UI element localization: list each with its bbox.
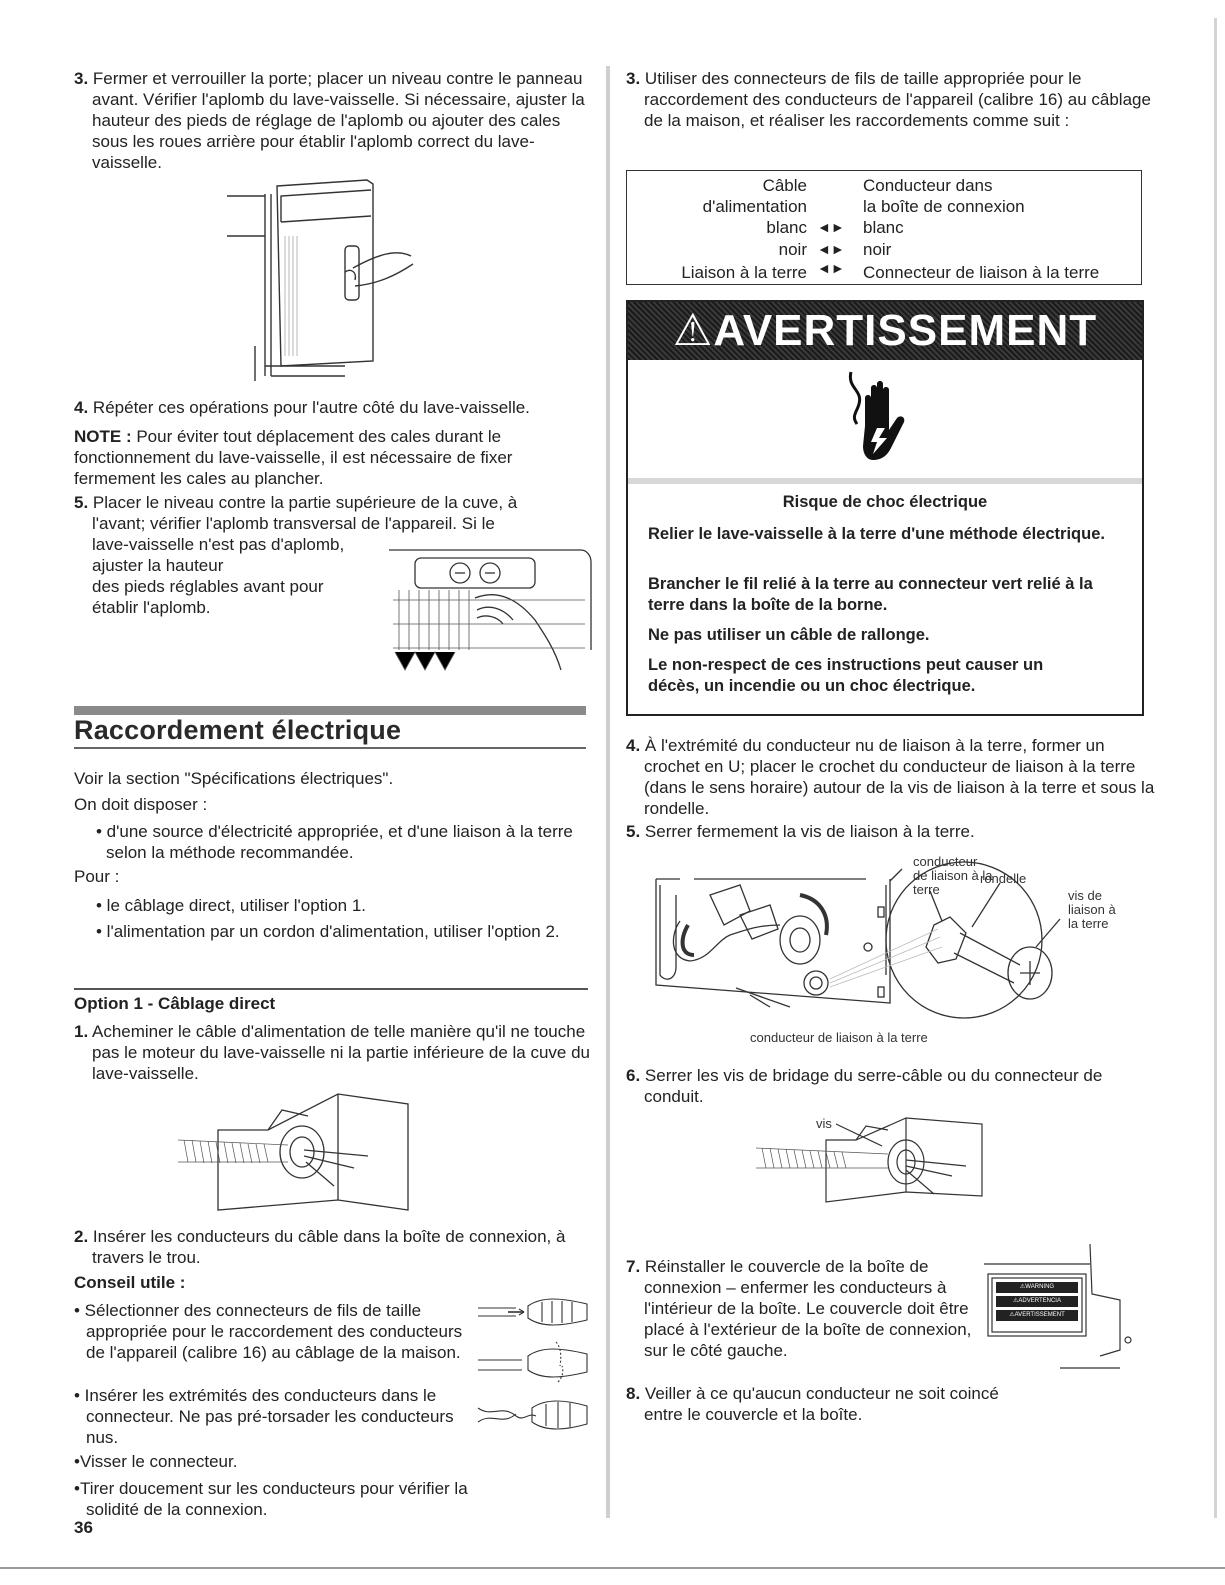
tip-title: Conseil utile :	[74, 1273, 186, 1292]
cable-box-figure	[178, 1090, 418, 1220]
wiring-table	[626, 170, 1142, 285]
left-step-3	[74, 68, 592, 173]
step-text: Réinstaller le couvercle de la boîte de connexion – enfermer les conducteurs à l'intérieur de la boîte. Le couvercle doit être placé à l'extérieur de la boîte de connexion, sur le côté gauche.	[644, 1257, 972, 1360]
intro-line-1: Voir la section "Spécifications électriques".	[74, 769, 394, 788]
option-step-1	[74, 1021, 602, 1084]
double-arrow-icon: ◄►	[817, 260, 845, 276]
page-number: 36	[74, 1518, 93, 1537]
right-step-6	[626, 1065, 1164, 1107]
warning-header: ⚠AVERTISSEMENT	[628, 302, 1142, 360]
option-title: Option 1 - Câblage direct	[74, 994, 276, 1013]
column-divider	[606, 66, 610, 1518]
rack-level-figure	[385, 540, 595, 680]
step-text: Répéter ces opérations pour l'autre côté du lave-vaisselle.	[92, 398, 530, 417]
note-label: NOTE :	[74, 427, 132, 446]
table-row-right: noir	[863, 240, 892, 259]
table-row-left: Liaison à la terre	[681, 263, 807, 282]
bullet-source: • d'une source d'électricité appropriée, et d'une liaison à la terre selon la méthode recommandée.	[96, 822, 573, 862]
step-number: 5.	[626, 822, 641, 841]
step-text: Insérer les conducteurs du câble dans la boîte de connexion, à travers le trou.	[92, 1227, 566, 1267]
right-step-3	[626, 68, 1164, 131]
step-text: Veiller à ce qu'aucun conducteur ne soit coincé entre le couvercle et la boîte.	[644, 1384, 999, 1424]
step-number: 3.	[626, 69, 641, 88]
warning-paragraph-2: Brancher le fil relié à la terre au connecteur vert relié à la terre dans la boîte de la borne.	[648, 575, 1093, 614]
step-text-line: des pieds réglables avant pour	[92, 577, 324, 596]
warning-title: Risque de choc électrique	[782, 493, 988, 511]
clamp-screw-figure	[756, 1110, 996, 1230]
electric-shock-hand-icon	[843, 368, 913, 468]
fig-label-rondelle: rondelle	[980, 871, 1027, 886]
step-number: 1.	[74, 1022, 89, 1041]
step-text-line: Placer le niveau contre la partie supérieure de la cuve, à	[92, 493, 518, 512]
step-text: Serrer fermement la vis de liaison à la terre.	[644, 822, 975, 841]
fig-label-line: vis de	[1068, 888, 1102, 903]
left-step-4	[74, 397, 612, 418]
right-step-4	[626, 735, 1164, 819]
fig-label-line: terre	[913, 882, 940, 897]
right-step-8	[626, 1383, 1024, 1425]
option-rule	[74, 988, 588, 990]
fig-label-line: conducteur	[913, 854, 978, 869]
step-text-line: établir l'aplomb.	[92, 598, 211, 617]
right-step-5	[626, 821, 1164, 842]
bullet-direct: • le câblage direct, utiliser l'option 1.	[96, 896, 367, 915]
note-text: Pour éviter tout déplacement des cales durant le fonctionnement du lave-vaisselle, il est nécessaire de fixer fermement les cales au plancher.	[74, 427, 513, 488]
tip-4: •Tirer doucement sur les conducteurs pour vérifier la solidité de la connexion.	[74, 1479, 468, 1519]
option-step-2	[74, 1226, 592, 1268]
fig-label-vis-clamp: vis	[816, 1116, 832, 1131]
right-step-7	[626, 1256, 989, 1361]
intro-line-2: On doit disposer :	[74, 795, 208, 814]
table-row-right: blanc	[863, 218, 904, 237]
step-text-line: l'avant; vérifier l'aplomb transversal de l'appareil. Si le	[92, 514, 495, 533]
fig-label-line: la terre	[1068, 916, 1109, 931]
section-underline	[74, 747, 586, 749]
junction-cover-figure	[980, 1240, 1142, 1370]
tip-3: •Visser le connecteur.	[74, 1452, 238, 1471]
step-number: 6.	[626, 1066, 641, 1085]
page-edge-line	[1214, 18, 1217, 1518]
step-text: Utiliser des connecteurs de fils de taille appropriée pour le raccordement des conducteurs de l'appareil (calibre 16) au câblage de la maison, et réaliser les raccordements comme suit :	[644, 69, 1151, 130]
step-number: 4.	[74, 398, 89, 417]
section-bar	[74, 706, 586, 715]
wire-connector-figures	[472, 1290, 597, 1450]
step-text-line: ajuster la hauteur	[92, 556, 224, 575]
warning-box	[626, 300, 1144, 716]
double-arrow-icon: ◄►	[817, 241, 845, 257]
table-left-header-1: Câble	[762, 176, 807, 195]
page-bottom-rule	[0, 1567, 1225, 1569]
cover-label-avertissement: ⚠AVERTISSEMENT	[1009, 1312, 1065, 1318]
double-arrow-icon: ◄►	[817, 219, 845, 235]
step-text: Fermer et verrouiller la porte; placer un niveau contre le panneau avant. Vérifier l'aplomb du lave-vaisselle. Si nécessaire, ajuster la hauteur des pieds de réglage de l'aplomb ou ajouter des cales sous les roues arrière pour établir l'aplomb correct du lave-vaisselle.	[92, 69, 585, 172]
warning-paragraph-4: Le non-respect de ces instructions peut causer un décès, un incendie ou un choc électrique.	[648, 656, 1044, 695]
table-row-right: Connecteur de liaison à la terre	[863, 263, 1100, 282]
pour-line: Pour :	[74, 867, 120, 886]
step-number: 7.	[626, 1257, 641, 1276]
step-number: 8.	[626, 1384, 641, 1403]
step-text: Acheminer le câble d'alimentation de telle manière qu'il ne touche pas le moteur du lave-vaisselle ni la partie inférieure de la cuve du lave-vaisselle.	[91, 1022, 590, 1083]
step-number: 2.	[74, 1227, 89, 1246]
dishwasher-door-figure	[225, 176, 425, 386]
fig-label-line: liaison à	[1068, 902, 1116, 917]
cover-label-warning: ⚠WARNING	[1019, 1284, 1055, 1290]
table-row-left: noir	[778, 240, 807, 259]
fig-label-vis	[1068, 889, 1116, 931]
table-right-header-2: la boîte de connexion	[863, 197, 1025, 216]
tip-2: • Insérer les extrémités des conducteurs dans le connecteur. Ne pas pré-torsader les conducteurs nus.	[74, 1386, 454, 1447]
table-left-header-2: d'alimentation	[702, 197, 807, 216]
step-number: 5.	[74, 493, 89, 512]
cover-label-advertencia: ⚠ADVERTENCIA	[1013, 1298, 1061, 1304]
step-text-line: lave-vaisselle n'est pas d'aplomb,	[92, 535, 345, 554]
step-text: À l'extrémité du conducteur nu de liaison à la terre, former un crochet en U; placer le crochet du conducteur de liaison à la terre (dans le sens horaire) autour de la vis de liaison à la terre et sous la rondelle.	[644, 736, 1155, 818]
warning-paragraph-3: Ne pas utiliser un câble de rallonge.	[648, 626, 930, 644]
fig-label-ground-conductor: conducteur de liaison à la terre	[750, 1030, 928, 1045]
table-row-left: blanc	[766, 218, 807, 237]
step-number: 4.	[626, 736, 641, 755]
warning-symbol-area	[628, 360, 1142, 480]
step-text: Serrer les vis de bridage du serre-câble ou du connecteur de conduit.	[644, 1066, 1103, 1106]
section-title: Raccordement électrique	[74, 715, 402, 745]
bullet-cord: • l'alimentation par un cordon d'alimentation, utiliser l'option 2.	[96, 922, 560, 941]
fig-label-line: de liaison à la	[913, 868, 993, 883]
warning-paragraph-1: Relier le lave-vaisselle à la terre d'une méthode électrique.	[648, 525, 1105, 543]
ground-screw-figure	[640, 855, 1140, 1025]
tip-1: • Sélectionner des connecteurs de fils de taille appropriée pour le raccordement des conducteurs de l'appareil (calibre 16) au câblage de la maison.	[74, 1301, 463, 1362]
table-right-header-1: Conducteur dans	[863, 176, 993, 195]
warning-separator	[628, 478, 1142, 484]
note-paragraph	[74, 426, 574, 489]
step-number: 3.	[74, 69, 89, 88]
